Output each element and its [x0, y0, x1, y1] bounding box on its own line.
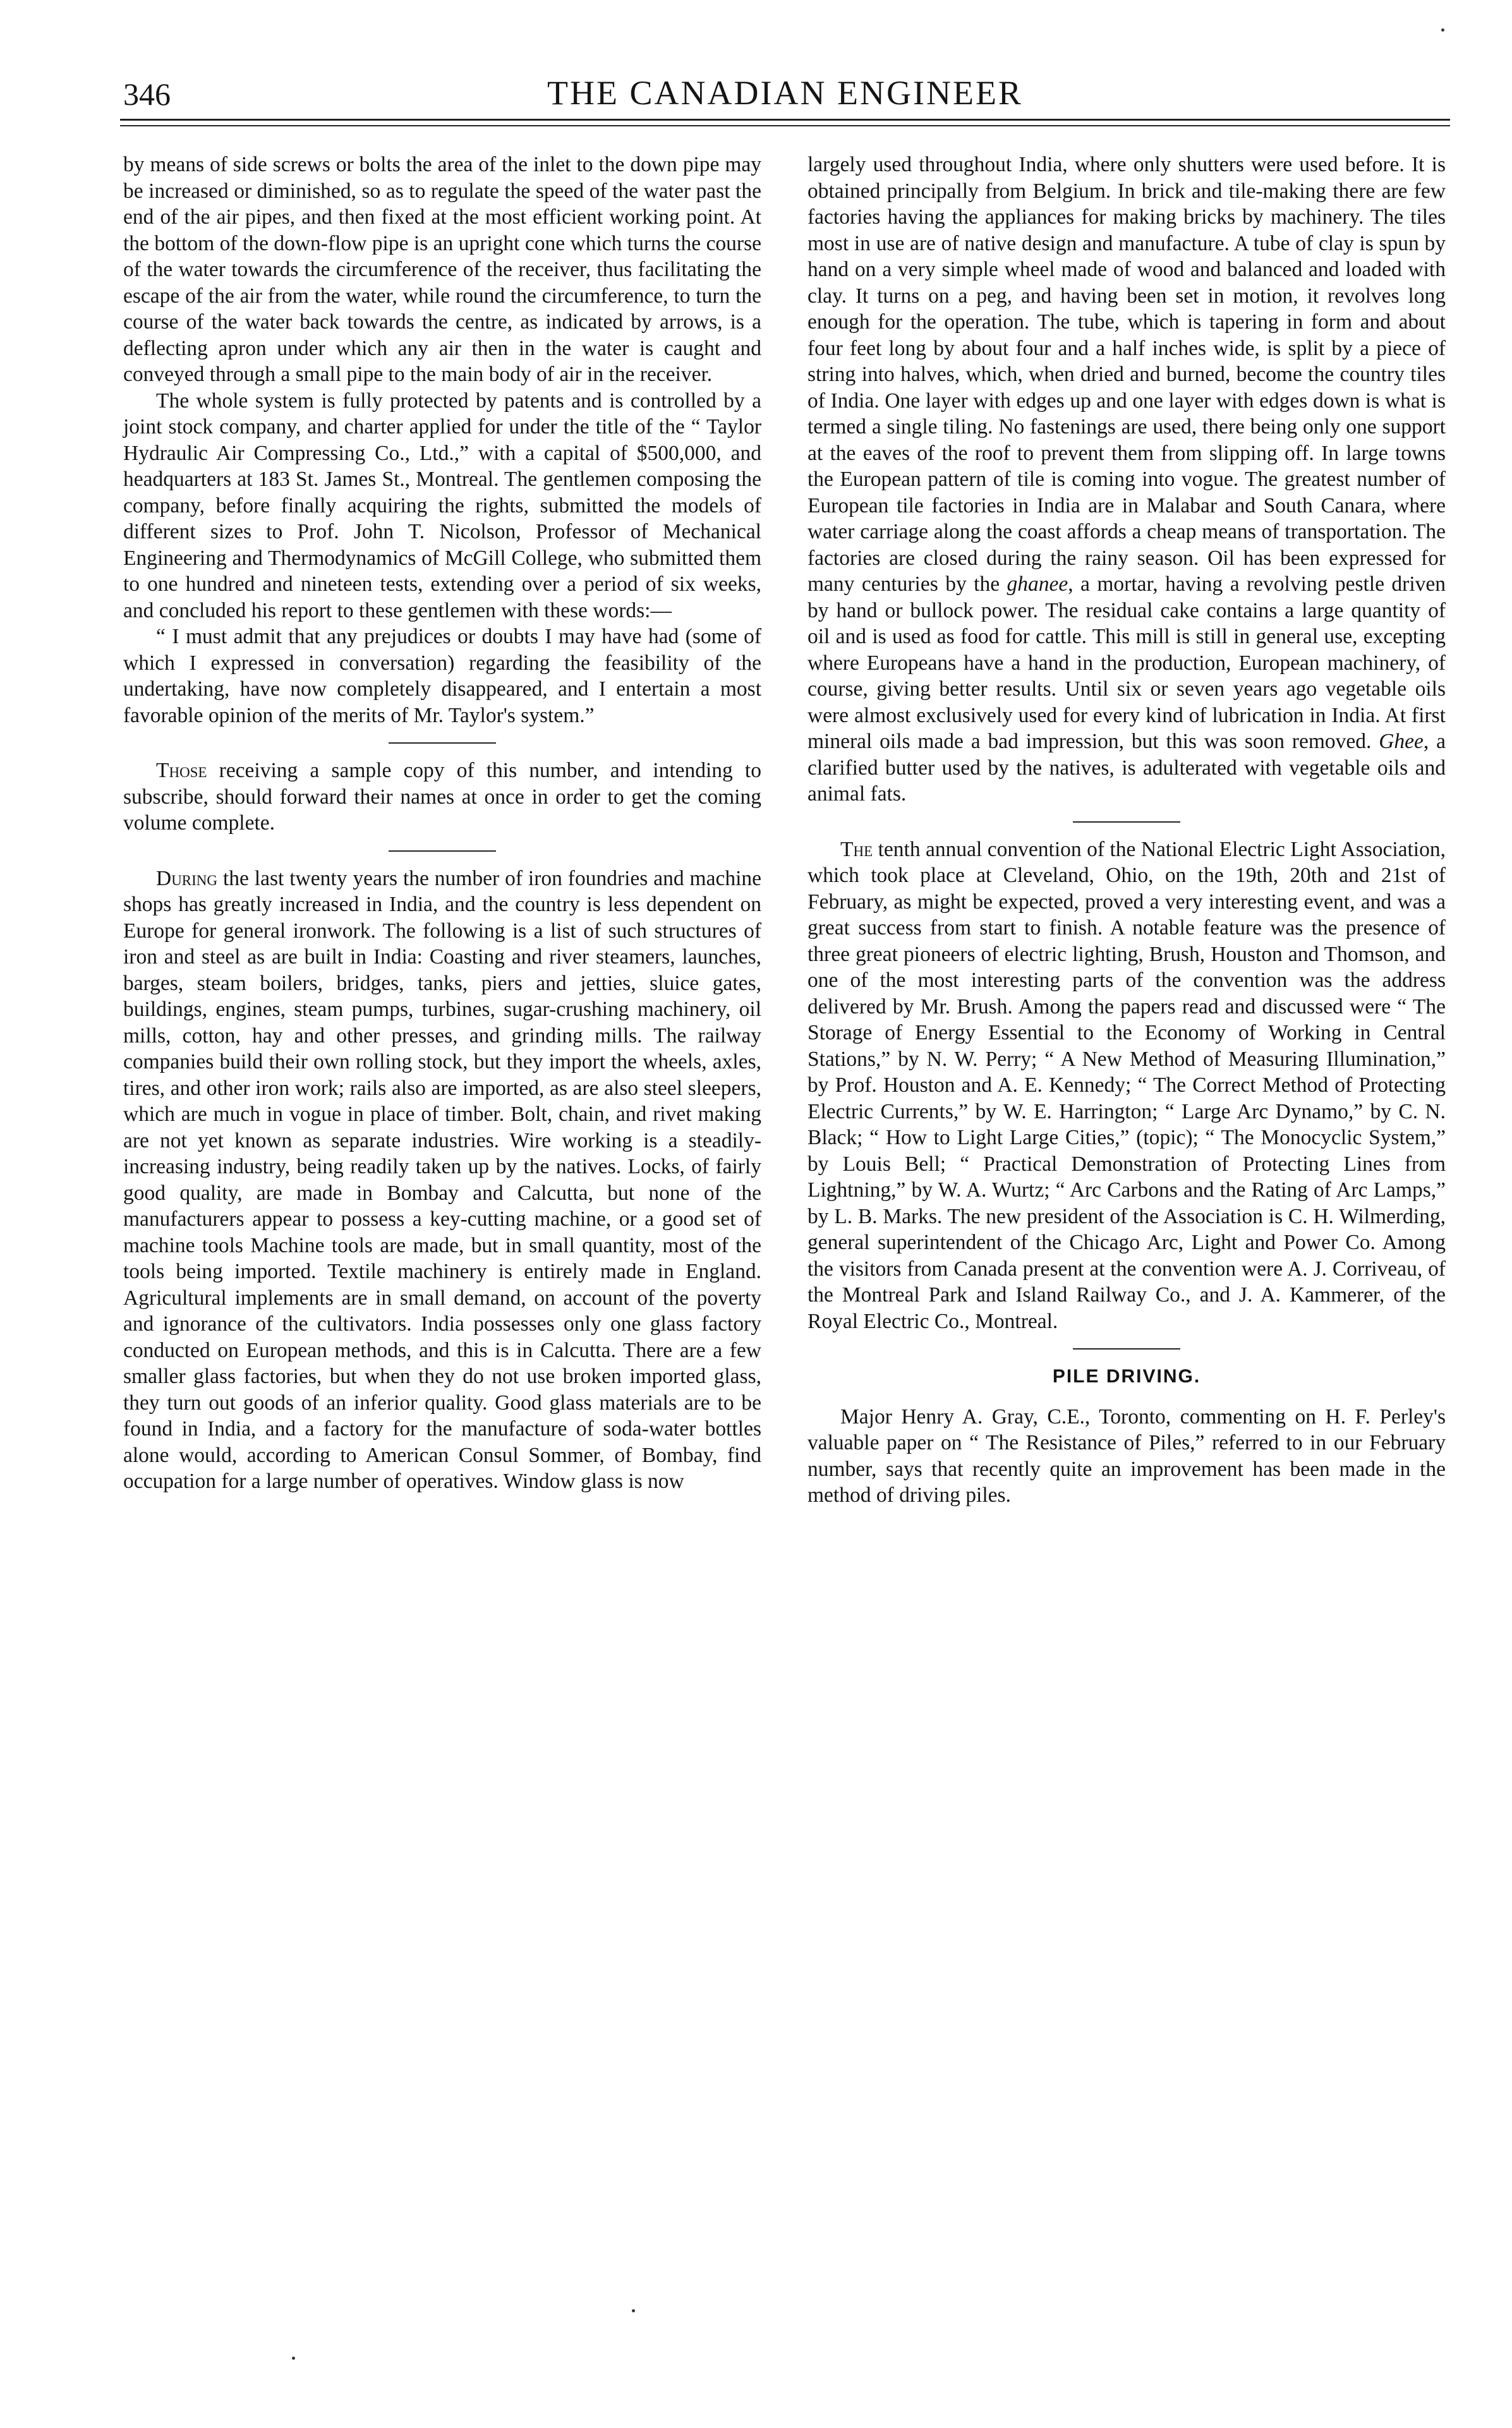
print-speck — [292, 2357, 295, 2360]
right-column — [807, 152, 1446, 1509]
italic-term-ghee: Ghee — [1379, 730, 1424, 753]
paragraph-text: largely used throughout India, where only shutters were used before. It is obtained principally from Belgium. In brick and tile-making there are few factories having the appliances for making bricks by machinery. The tiles most in use are of native design and manufacture. A tube of clay is spun by hand on a very simple wheel made of wood and balanced and loaded with clay. It turns on a peg, and having been set in motion, it revolves long enough for the operation. The tube, which is tapering in form and about four feet long by about four and a half inches wide, is split by a piece of string into halves, which, when dried and burned, become the country tiles of India. One layer with edges up and one layer with edges down is what is termed a single tiling. No fastenings are used, there being only one support at the eaves of the roof to prevent them from slipping off. In large towns the European pattern of tile is coming into vogue. The greatest number of European tile factories in India are in Malabar and South Canara, where water carriage along the coast affords a cheap means of transportation. The factories are closed during the rainy season. Oil has been expressed for many centuries by the — [807, 153, 1446, 596]
paragraph-pile-driving: Major Henry A. Gray, C.E., Toronto, commenting on H. F. Perley's valuable paper on “ The Resistance of Piles,” referred to in our February number, says that recently quite an improvement has been made in the method of driving piles. — [807, 1404, 1446, 1507]
paragraph-air-receiver: by means of side screws or bolts the area of the inlet to the down pipe may be increased or diminished, so as to regulate the speed of the water past the end of the air pipes, and then fixed at the most efficient working point. At the bottom of the down-flow pipe is an upright cone which turns the course of the water towards the circumference of the receiver, thus facilitating the escape of the air from the water, while round the circumference, to turn the course of the water back towards the centre, as indicated by arrows, is a deflecting apron under which any air then in the water is caught and conveyed through a small pipe to the main body of air in the receiver. — [123, 153, 761, 386]
paragraph-text: , a clarified butter used by the natives, is adulterated with vegetable oils and animal fats. — [807, 730, 1446, 806]
page-number: 346 — [123, 76, 171, 112]
lead-word: Those — [156, 759, 207, 782]
lead-word: The — [840, 837, 873, 861]
header-double-rule — [120, 119, 1450, 126]
page-header — [123, 73, 1447, 123]
section-divider — [389, 850, 496, 852]
paragraph-nicolson-quote: “ I must admit that any prejudices or doubts I may have had (some of which I expressed in conversation) regarding the feasibility of the undertaking, have now completely disappeared, and I entertain a most favorable opinion of the merits of Mr. Taylor's system.” — [123, 625, 761, 727]
paragraph-text: tenth annual convention of the National Electric Light Association, which took place at Cleveland, Ohio, on the 19th, 20th and 21st of February, as might be expected, proved a very interesting event, and was a great success from start to finish. A notable feature was the presence of three great pioneers of electric lighting, Brush, Houston and Thomson, and one of the most interesting parts of the convention was the address delivered by Mr. Brush. Among the papers read and discussed were “ The Storage of Energy Essential to the Economy of Working in Central Stations,” by N. W. Perry; “ A New Method of Measuring Illumination,” by Prof. Houston and A. E. Kennedy; “ The Correct Method of Protecting Electric Currents,” by W. E. Harrington; “ Large Arc Dynamo,” by C. N. Black; “ How to Light Large Cities,” (topic); “ The Monocyclic System,” by Louis Bell; “ Practical Demonstration of Protecting Lines from Lightning,” by W. A. Wurtz; “ Arc Carbons and the Rating of Arc Lamps,” by L. B. Marks. The new president of the Association is C. H. Wilmerding, general superintendent of the Chicago Arc, Light and Power Co. Among the visitors from Canada present at the convention were A. J. Corriveau, of the Montreal Park and Island Railway Co., and J. A. Kammerer, of the Royal Electric Co., Montreal. — [807, 837, 1446, 1333]
paragraph-electric-light-convention — [807, 837, 1446, 1335]
section-divider — [389, 742, 496, 744]
paragraph-text: , a mortar, having a revolving pestle driven by hand or bullock power. The residual cake contains a large quantity of oil and is used as food for cattle. This mill is still in general use, excepting where Europeans have a hand in the production, European machinery, of course, giving better results. Until six or seven years ago vegetable oils were almost exclusively used for every kind of lubrication in India. At first mineral oils made a bad impression, but this was soon removed. — [807, 572, 1446, 753]
paragraph-india-foundries — [123, 866, 761, 1495]
paragraph-india-tiles-oil — [807, 152, 1446, 807]
section-divider — [1073, 821, 1180, 823]
paragraph-patents: The whole system is fully protected by patents and is controlled by a joint stock company, and charter applied for under the title of the “ Taylor Hydraulic Air Compressing Co., Ltd.,” with a capital of $500,000, and headquarters at 183 St. James St., Montreal. The gentlemen composing the company, before finally acquiring the rights, submitted the models of different sizes to Prof. John T. Nicolson, Professor of Mechanical Engineering and Thermodynamics of McGill College, who submitted them to one hundred and nineteen tests, extending over a period of six weeks, and concluded his report to these gentlemen with these words:— — [123, 389, 761, 622]
section-title-pile-driving: PILE DRIVING. — [1052, 1366, 1201, 1387]
journal-title: THE CANADIAN ENGINEER — [547, 74, 1023, 112]
print-speck — [632, 2309, 635, 2312]
lead-word: During — [156, 866, 218, 890]
italic-term-ghanee: ghanee — [1007, 572, 1068, 596]
paragraph-text: the last twenty years the number of iron foundries and machine shops has greatly increased in India, and the country is less dependent on Europe for general ironwork. The following is a list of such structures of iron and steel as are built in India: Coasting and river steamers, launches, barges, steam boilers, bridges, tanks, piers and jetties, sluice gates, buildings, engines, steam pumps, turbines, sugar-crushing machinery, oil mills, cotton, hay and other presses, and grinding mills. The railway companies build their own rolling stock, but they import the wheels, axles, tires, and other iron work; rails also are imported, as are also steel sleepers, which are much in vogue in place of timber. Bolt, chain, and rivet making are not yet known as separate industries. Wire working is a steadily-increasing industry, being readily taken up by the natives. Locks, of fairly good quality, are made in Bombay and Calcutta, but none of the manufacturers appear to possess a key-cutting machine, or a good set of machine tools Machine tools are made, but in small quantity, most of the tools being imported. Textile machinery is entirely made in England. Agricultural implements are in small demand, on account of the poverty and ignorance of the cultivators. India possesses only one glass factory conducted on European methods, and this is in Calcutta. There are a few smaller glass factories, but when they do not use broken imported glass, they turn out goods of an inferior quality. Good glass materials are to be found in India, and a factory for the manufacture of soda-water bottles alone would, according to American Consul Sommer, of Bombay, find occupation for a large number of operatives. Window glass is now — [123, 866, 761, 1493]
print-speck — [1441, 28, 1444, 32]
paragraph-sample-copy — [123, 758, 761, 837]
section-divider — [1073, 1348, 1180, 1350]
left-column — [123, 152, 761, 1495]
paragraph-text: receiving a sample copy of this number, and intending to subscribe, should forward their names at once in order to get the coming volume complete. — [123, 759, 761, 835]
